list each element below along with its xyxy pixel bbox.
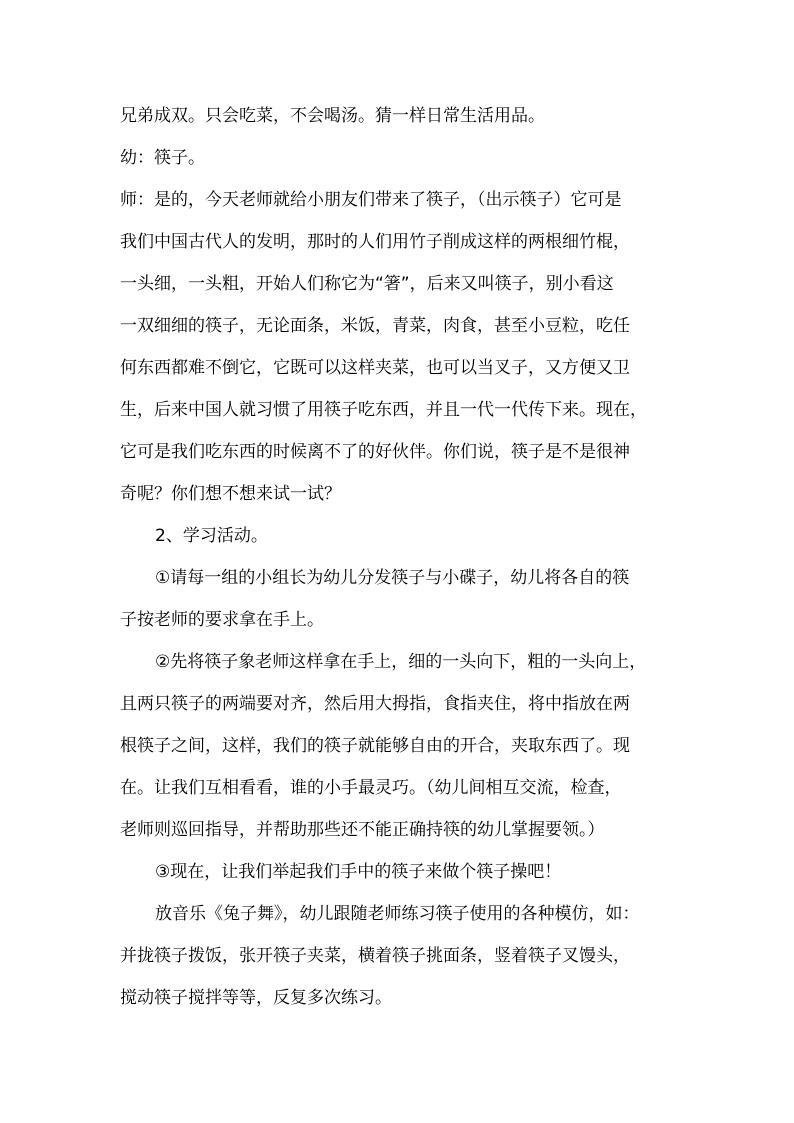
paragraph-line: 在。让我们互相看看，谁的小手最灵巧。（幼儿间相互交流，检查， xyxy=(120,778,622,798)
section-heading: 2、学习活动。 xyxy=(155,526,268,546)
paragraph-line: 根筷子之间，这样，我们的筷子就能够自由的开合，夹取东西了。现 xyxy=(120,736,630,756)
paragraph-line: 师：是的，今天老师就给小朋友们带来了筷子，（出示筷子）它可是 xyxy=(120,190,622,210)
paragraph-line: 幼：筷子。 xyxy=(120,148,205,168)
paragraph-line: ①请每一组的小组长为幼儿分发筷子与小碟子，幼儿将各自的筷 xyxy=(155,568,630,588)
paragraph-line: 老师则巡回指导，并帮助那些还不能正确持筷的幼儿掌握要领。） xyxy=(120,820,605,840)
paragraph-line: 子按老师的要求拿在手上。 xyxy=(120,610,324,630)
paragraph-line: ③现在，让我们举起我们手中的筷子来做个筷子操吧！ xyxy=(155,862,562,882)
paragraph-line: 我们中国古代人的发明，那时的人们用竹子削成这样的两根细竹棍， xyxy=(120,232,630,252)
paragraph-line: 搅动筷子搅拌等等，反复多次练习。 xyxy=(120,988,392,1008)
paragraph-line: 放音乐《兔子舞》，幼儿跟随老师练习筷子使用的各种模仿，如： xyxy=(155,904,640,924)
paragraph-line: 一头细，一头粗，开始人们称它为“箸”，后来又叫筷子，别小看这 xyxy=(120,274,614,294)
paragraph-line: 何东西都难不倒它，它既可以这样夹菜，也可以当叉子，又方便又卫 xyxy=(120,358,630,378)
paragraph-line: 奇呢？你们想不想来试一试？ xyxy=(120,484,341,504)
paragraph-line: 且两只筷子的两端要对齐，然后用大拇指，食指夹住，将中指放在两 xyxy=(120,694,630,714)
paragraph-line: 并拢筷子拨饭，张开筷子夹菜，横着筷子挑面条，竖着筷子叉馒头， xyxy=(120,946,630,966)
paragraph-line: 兄弟成双。只会吃菜，不会喝汤。猜一样日常生活用品。 xyxy=(120,106,545,126)
paragraph-line: 一双细细的筷子，无论面条，米饭，青菜，肉食，甚至小豆粒，吃任 xyxy=(120,316,630,336)
paragraph-line: ②先将筷子象老师这样拿在手上，细的一头向下，粗的一头向上， xyxy=(155,652,647,672)
paragraph-line: 它可是我们吃东西的时候离不了的好伙伴。你们说，筷子是不是很神 xyxy=(120,442,630,462)
paragraph-line: 生，后来中国人就习惯了用筷子吃东西，并且一代一代传下来。现在， xyxy=(120,400,647,420)
